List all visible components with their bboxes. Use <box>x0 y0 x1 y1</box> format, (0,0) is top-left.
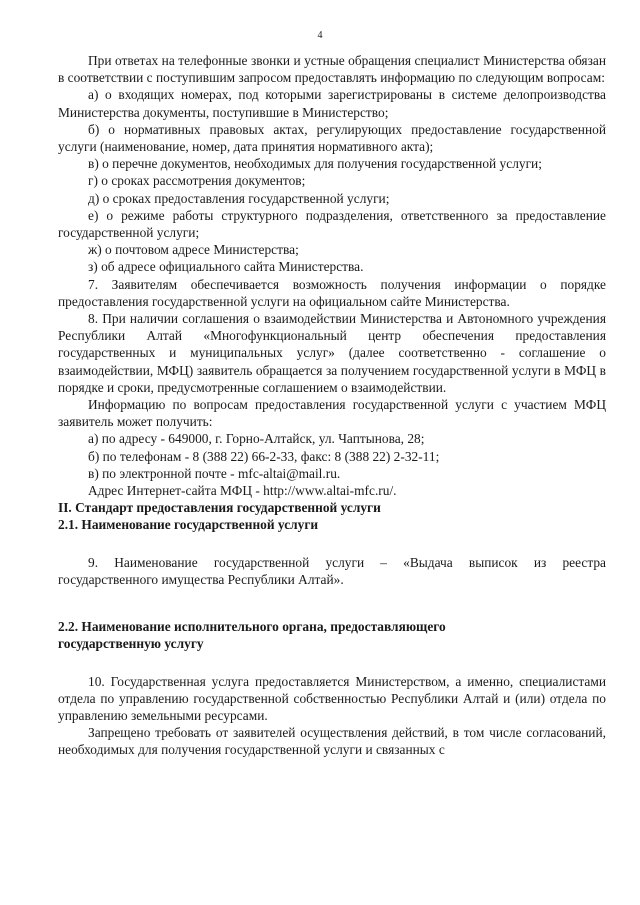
mfc-address-item: а) по адресу - 649000, г. Горно-Алтайск, ул. Чаптынова, 28; <box>88 431 425 447</box>
list-item-zh: ж) о почтовом адресе Министерства; <box>88 242 299 258</box>
page-number: 4 <box>317 30 323 41</box>
subsection-2-heading-line2: государственную услугу <box>58 636 204 652</box>
subsection-1-heading: 2.1. Наименование государственной услуги <box>58 517 319 533</box>
section-heading: II. Стандарт предоставления государственной услуги <box>58 500 381 516</box>
mfc-phone-item: б) по телефонам - 8 (388 22) 66-2-33, факс: 8 (388 22) 2-32-11; <box>88 448 440 464</box>
list-item-e: е) о режиме работы структурного подразделения, ответственного за предоставление государственной услуги; <box>58 207 606 241</box>
document-body <box>58 52 606 759</box>
paragraph-10: 10. Государственная услуга предоставляется Министерством, а именно, специалистами отдела по управлению государственной собственностью Республики Алтай и (или) отдела по управлению земельными ресурсами. <box>58 673 606 723</box>
mfc-email-item: в) по электронной почте - mfc-altai@mail.ru. <box>88 465 341 481</box>
list-item-d: д) о сроках предоставления государственной услуги; <box>88 190 390 206</box>
list-item-g: г) о сроках рассмотрения документов; <box>88 173 306 189</box>
list-item-a: а) о входящих номерах, под которыми зарегистрированы в системе делопроизводства Министерства документы, поступившие в Министерство; <box>58 87 606 120</box>
list-item-v: в) о перечне документов, необходимых для получения государственной услуги; <box>88 156 542 172</box>
paragraph-9: 9. Наименование государственной услуги – «Выдача выписок из реестра государственного имущества Республики Алтай». <box>58 554 606 587</box>
paragraph-7: 7. Заявителям обеспечивается возможность получения информации о порядке предоставления государственной услуги на официальном сайте Министерства. <box>58 276 606 309</box>
subsection-2-heading <box>58 618 606 652</box>
paragraph-8: 8. При наличии соглашения о взаимодействии Министерства и Автономного учреждения Республики Алтай «Многофункциональный центр обеспечения предоставления государственных и муниципальных услуг» (далее соответственно - соглашение о взаимодействии, МФЦ) заявитель обращается за получением государственной услуги в МФЦ в порядке и сроки, предусмотренные соглашением о взаимодействии. <box>58 311 606 395</box>
subsection-2-heading-line1: 2.2. Наименование исполнительного органа, предоставляющего <box>58 619 446 635</box>
list-item-b: б) о нормативных правовых актах, регулирующих предоставление государственной услуги (наименование, номер, дата принятия нормативного акта); <box>58 121 606 155</box>
mfc-info-paragraph: Информацию по вопросам предоставления государственной услуги с участием МФЦ заявитель может получить: <box>58 397 606 430</box>
intro-paragraph: При ответах на телефонные звонки и устные обращения специалист Министерства обязан в соответствии с поступившим запросом предоставлять информацию по следующим вопросам: <box>58 53 606 86</box>
mfc-website-item: Адрес Интернет-сайта МФЦ - http://www.altai-mfc.ru/. <box>88 483 397 499</box>
list-item-z: з) об адресе официального сайта Министерства. <box>88 259 364 275</box>
prohibition-paragraph: Запрещено требовать от заявителей осуществления действий, в том числе согласований, необходимых для получения государственной услуги и связанных с <box>58 725 606 758</box>
